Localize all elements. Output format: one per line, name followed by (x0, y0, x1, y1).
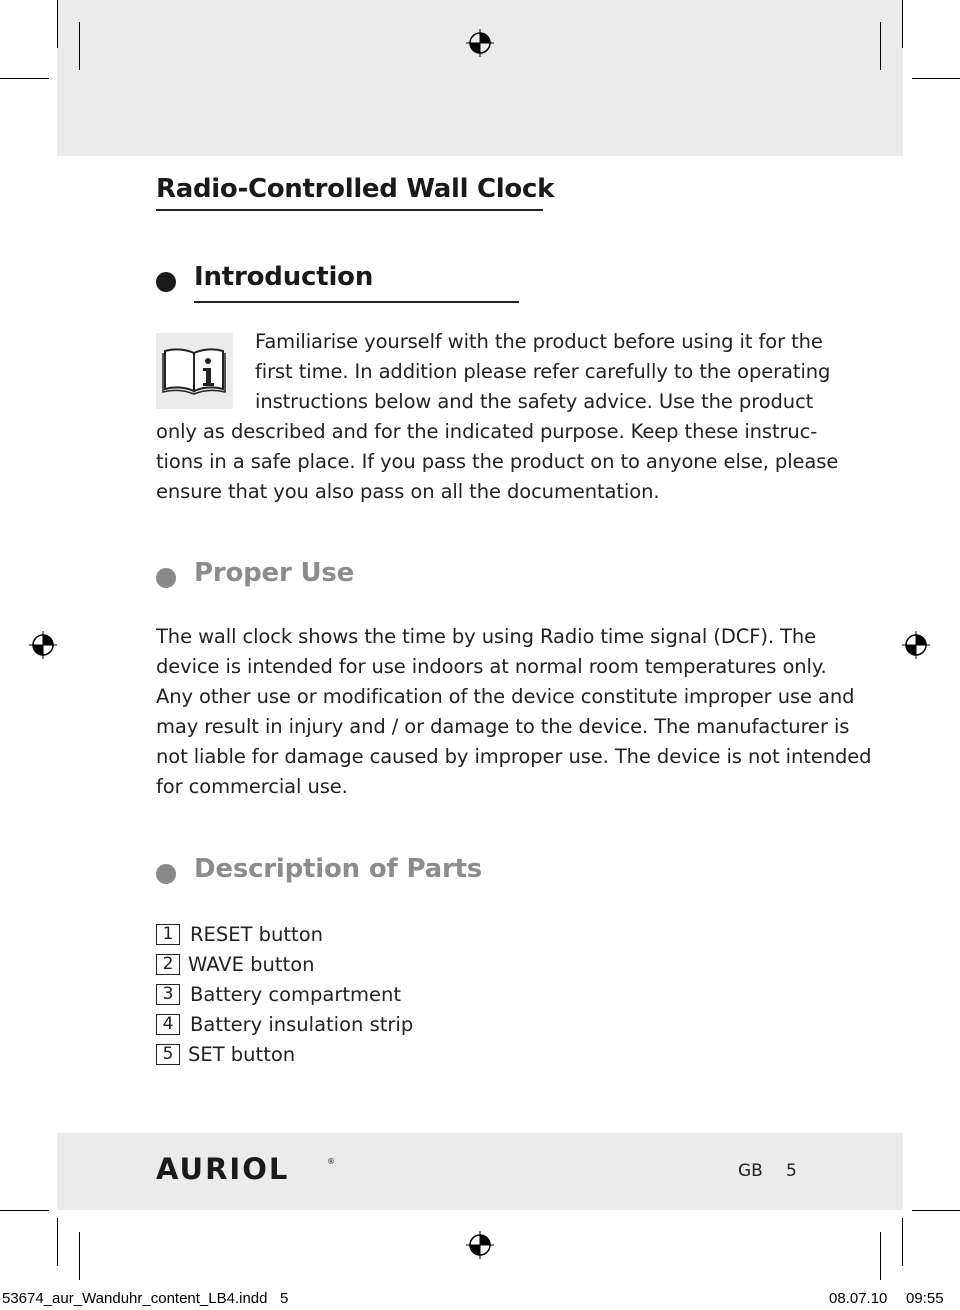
part-label: WAVE button (188, 952, 315, 976)
brand-text: AURIOL (156, 1153, 290, 1183)
registration-mark-icon (902, 631, 930, 659)
document-title: Radio-Controlled Wall Clock (156, 174, 555, 204)
list-item (156, 1039, 295, 1069)
part-label: RESET button (190, 922, 323, 946)
text-line: first time. In addition please refer carefully to the operating (255, 360, 831, 383)
part-label: Battery insulation strip (190, 1012, 414, 1036)
text-line: only as described and for the indicated purpose. Keep these instruc- (156, 420, 818, 443)
text-line: may result in injury and / or damage to the device. The manufacturer is (156, 715, 850, 738)
part-label: SET button (188, 1042, 296, 1066)
list-item (156, 979, 401, 1009)
text-line: instructions below and the safety advice. Use the product (255, 390, 814, 413)
text-line: for commercial use. (156, 775, 348, 798)
list-item (156, 949, 314, 979)
part-number: 5 (156, 1044, 180, 1065)
bullet-icon (156, 568, 176, 588)
part-number: 3 (156, 984, 180, 1005)
registration-mark-icon (29, 631, 57, 659)
list-item (156, 1009, 413, 1039)
list-item (156, 919, 323, 949)
part-number: 1 (156, 924, 180, 945)
text-line: The wall clock shows the time by using Radio time signal (DCF). The (156, 625, 817, 648)
section-title: Description of Parts (194, 854, 483, 884)
registration-mark-icon (466, 1231, 494, 1259)
text-line: Any other use or modification of the device constitute improper use and (156, 685, 855, 708)
text-line: not liable for damage caused by improper use. The device is not intended (156, 745, 872, 768)
print-slug-date: 08.07.10 (829, 1290, 888, 1307)
svg-text:®: ® (327, 1157, 335, 1166)
bullet-icon (156, 272, 176, 292)
part-number: 4 (156, 1014, 180, 1035)
page-number: 5 (786, 1161, 797, 1181)
part-number: 2 (156, 954, 180, 975)
bullet-icon (156, 864, 176, 884)
header-band (57, 0, 903, 156)
text-line: device is intended for use indoors at normal room temperatures only. (156, 655, 827, 678)
registration-mark-icon (466, 29, 494, 57)
print-slug-time: 09:55 (906, 1290, 944, 1307)
text-line: tions in a safe place. If you pass the product on to anyone else, please (156, 450, 839, 473)
text-line: Familiarise yourself with the product before using it for the (255, 330, 823, 353)
section-underline (194, 301, 519, 303)
text-line: ensure that you also pass on all the documentation. (156, 480, 660, 503)
part-label: Battery compartment (190, 982, 402, 1006)
title-underline (156, 209, 543, 211)
info-book-icon (156, 333, 233, 409)
section-title: Proper Use (194, 558, 355, 588)
language-code: GB (738, 1161, 763, 1181)
info-box (156, 333, 233, 409)
auriol-logo (156, 1153, 336, 1183)
section-title: Introduction (194, 262, 374, 292)
print-slug-file: 53674_aur_Wanduhr_content_LB4.indd 5 (2, 1290, 289, 1307)
